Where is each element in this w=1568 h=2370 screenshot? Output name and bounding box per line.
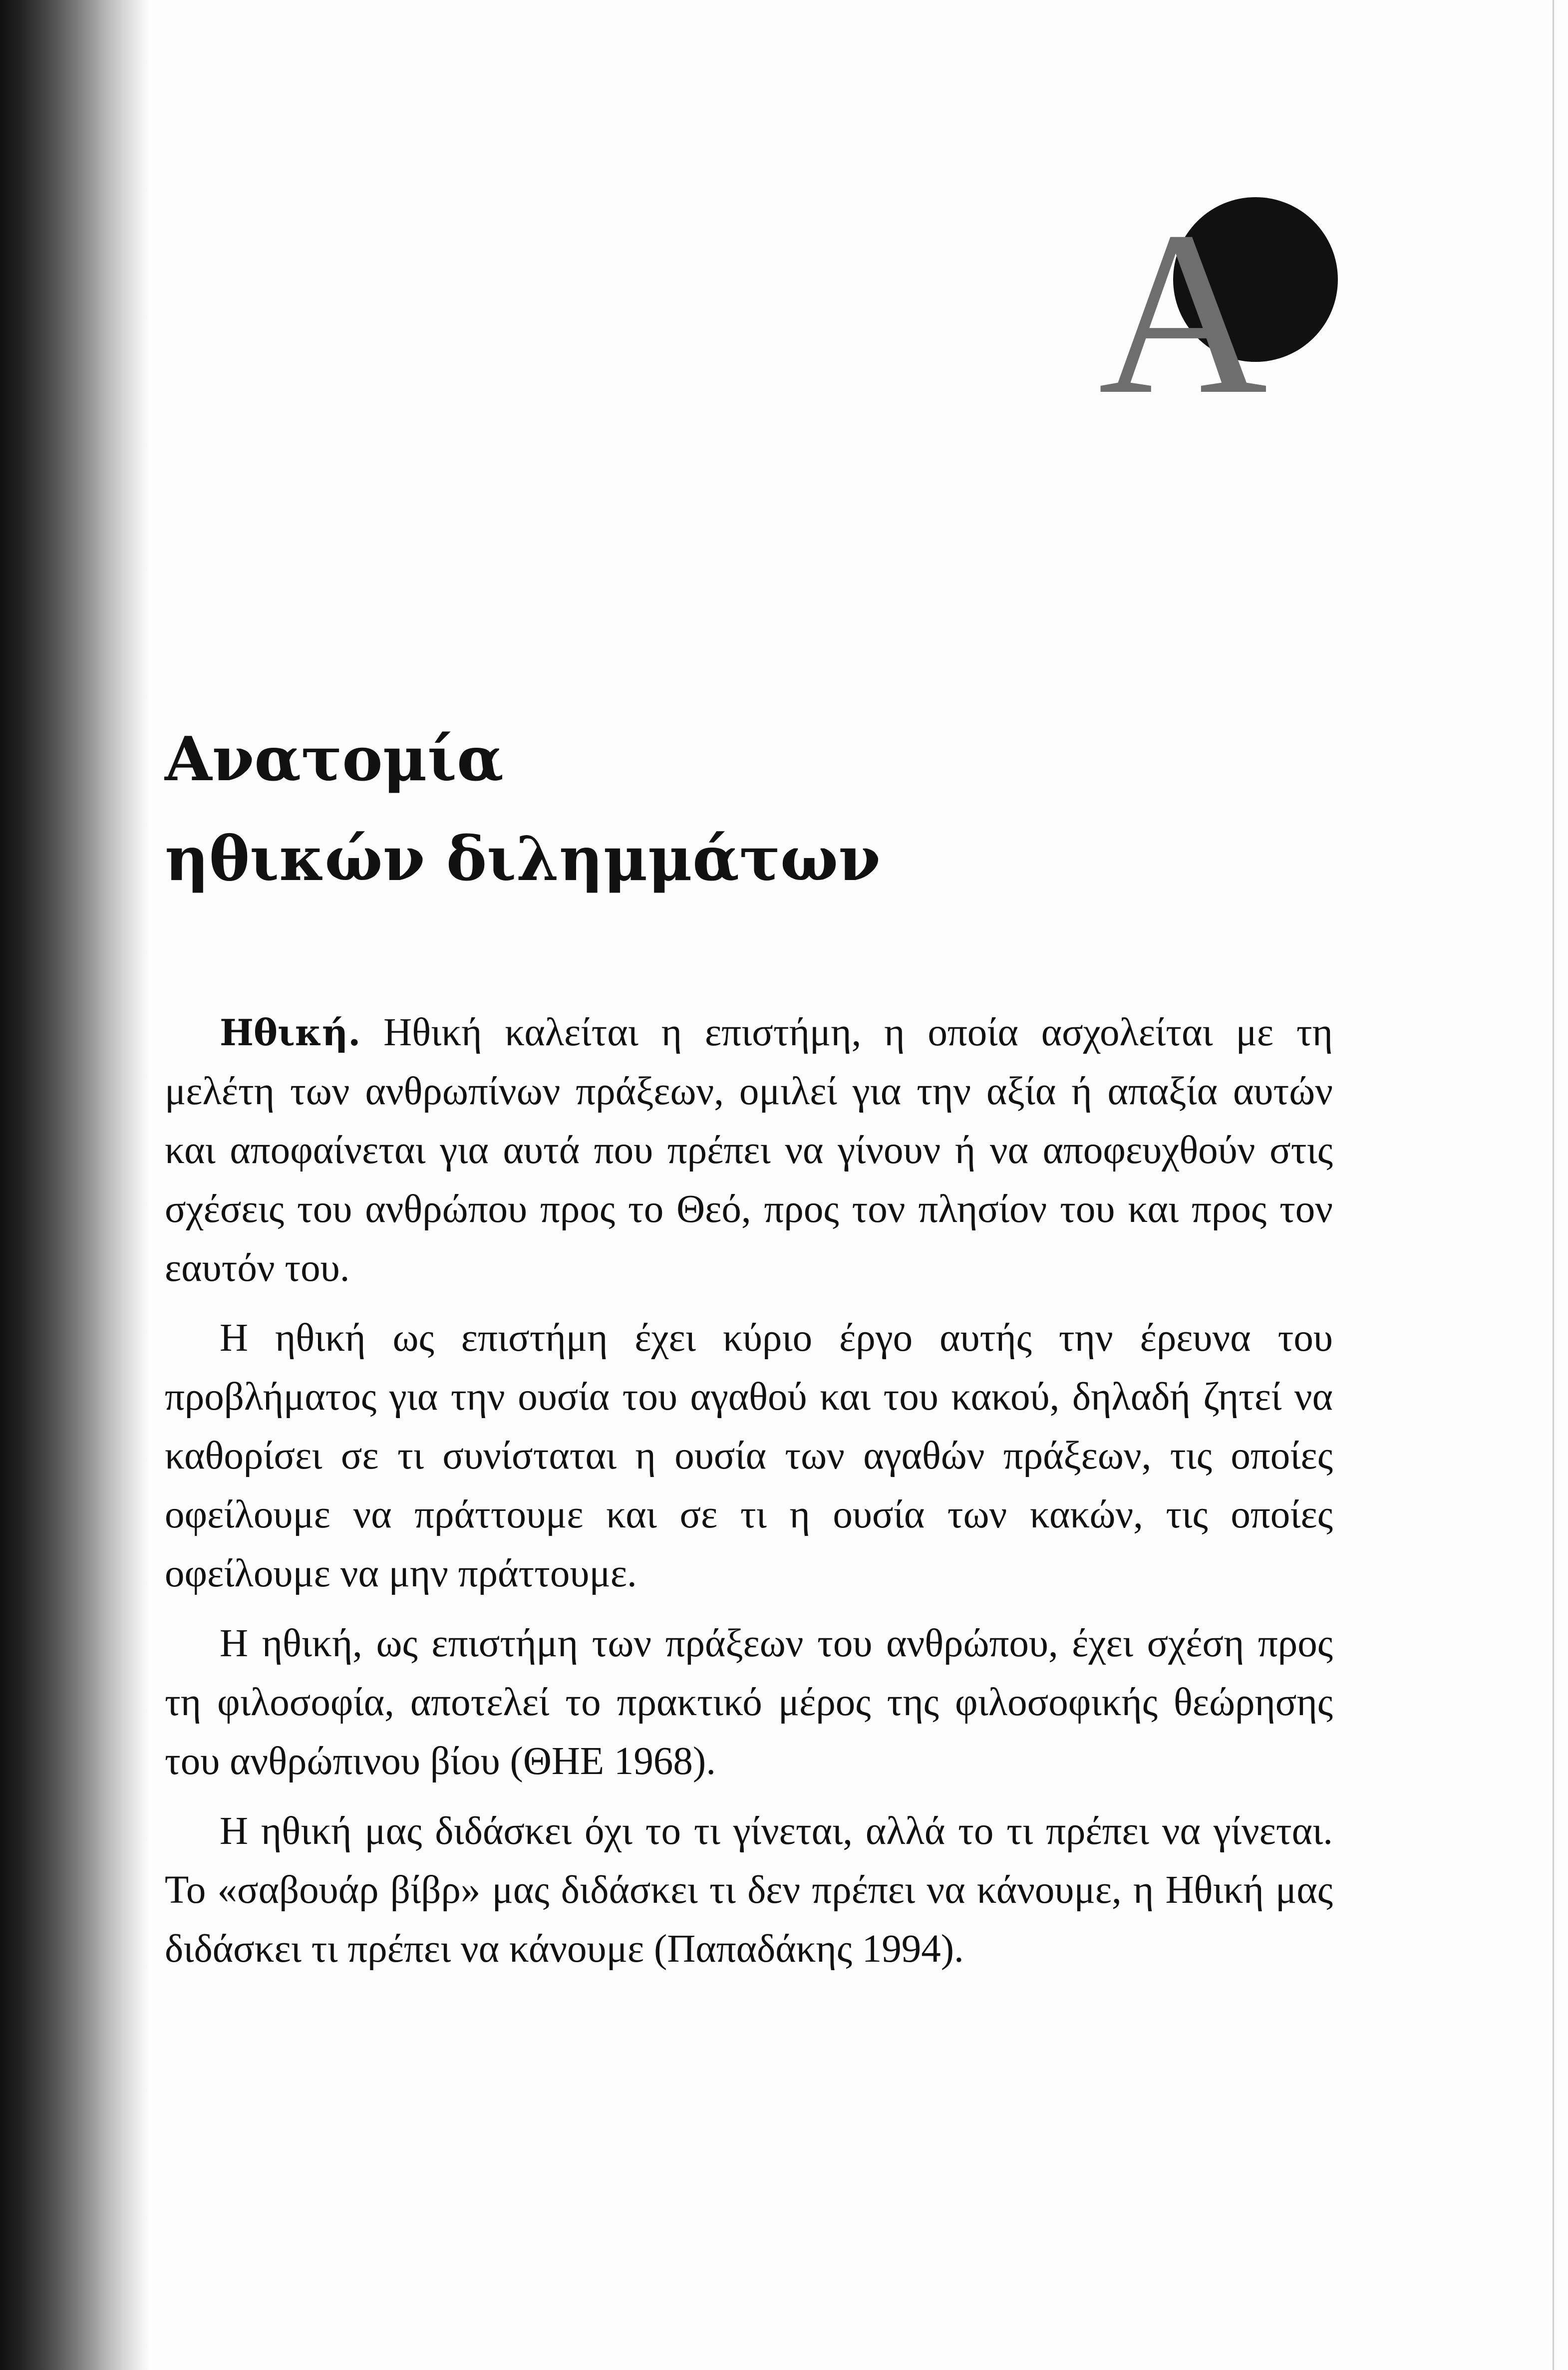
- binding-shadow: [0, 0, 150, 2370]
- paragraph-1: [165, 1003, 1333, 1298]
- chapter-letter-emblem: [1088, 190, 1368, 409]
- chapter-title-line-2: ηθικών διλημμάτων: [165, 823, 881, 894]
- emblem-letter: A: [1098, 190, 1268, 409]
- paragraph-1-text: Ηθική καλείται η επιστήμη, η οποία ασχολείται με τη μελέτη των ανθρωπίνων πράξεων, ομιλεί για την αξία ή απαξία αυτών και αποφαίνεται για αυτά που πρέπει να γίνουν ή να αποφευχθούν στις σχέσεις του ανθρώπου προς το Θεό, προς τον πλησίον του και προς τον εαυτόν του.: [165, 1011, 1333, 1290]
- page-edge: [1553, 0, 1554, 2370]
- paragraph-4: Η ηθική μας διδάσκει όχι το τι γίνεται, αλλά το τι πρέπει να γίνεται. Το «σαβουάρ βίβρ» μας διδάσκει τι δεν πρέπει να κάνουμε, η Ηθική μας διδάσκει τι πρέπει να κάνουμε (Παπαδάκης 1994).: [165, 1809, 1333, 1971]
- chapter-title-line-1: Ανατομία: [165, 723, 504, 795]
- paragraph-lead-term: Ηθική.: [220, 1011, 361, 1054]
- paragraph-3: Η ηθική, ως επιστήμη των πράξεων του ανθρώπου, έχει σχέση προς τη φιλοσοφία, αποτελεί το πρακτικό μέρος της φιλοσοφικής θεώρησης του ανθρώπινου βίου (ΘΗΕ 1968).: [165, 1622, 1333, 1783]
- body-text: [165, 1003, 1333, 1990]
- chapter-title: [165, 709, 1413, 908]
- paragraph-2: Η ηθική ως επιστήμη έχει κύριο έργο αυτής την έρευνα του προβλήματος για την ουσία του αγαθού και του κακού, δηλαδή ζητεί να καθορίσει σε τι συνίσταται η ουσία των αγαθών πράξεων, τις οποίες οφείλουμε να πράττουμε και σε τι η ουσία των κακών, τις οποίες οφείλουμε να μην πράττουμε.: [165, 1316, 1333, 1595]
